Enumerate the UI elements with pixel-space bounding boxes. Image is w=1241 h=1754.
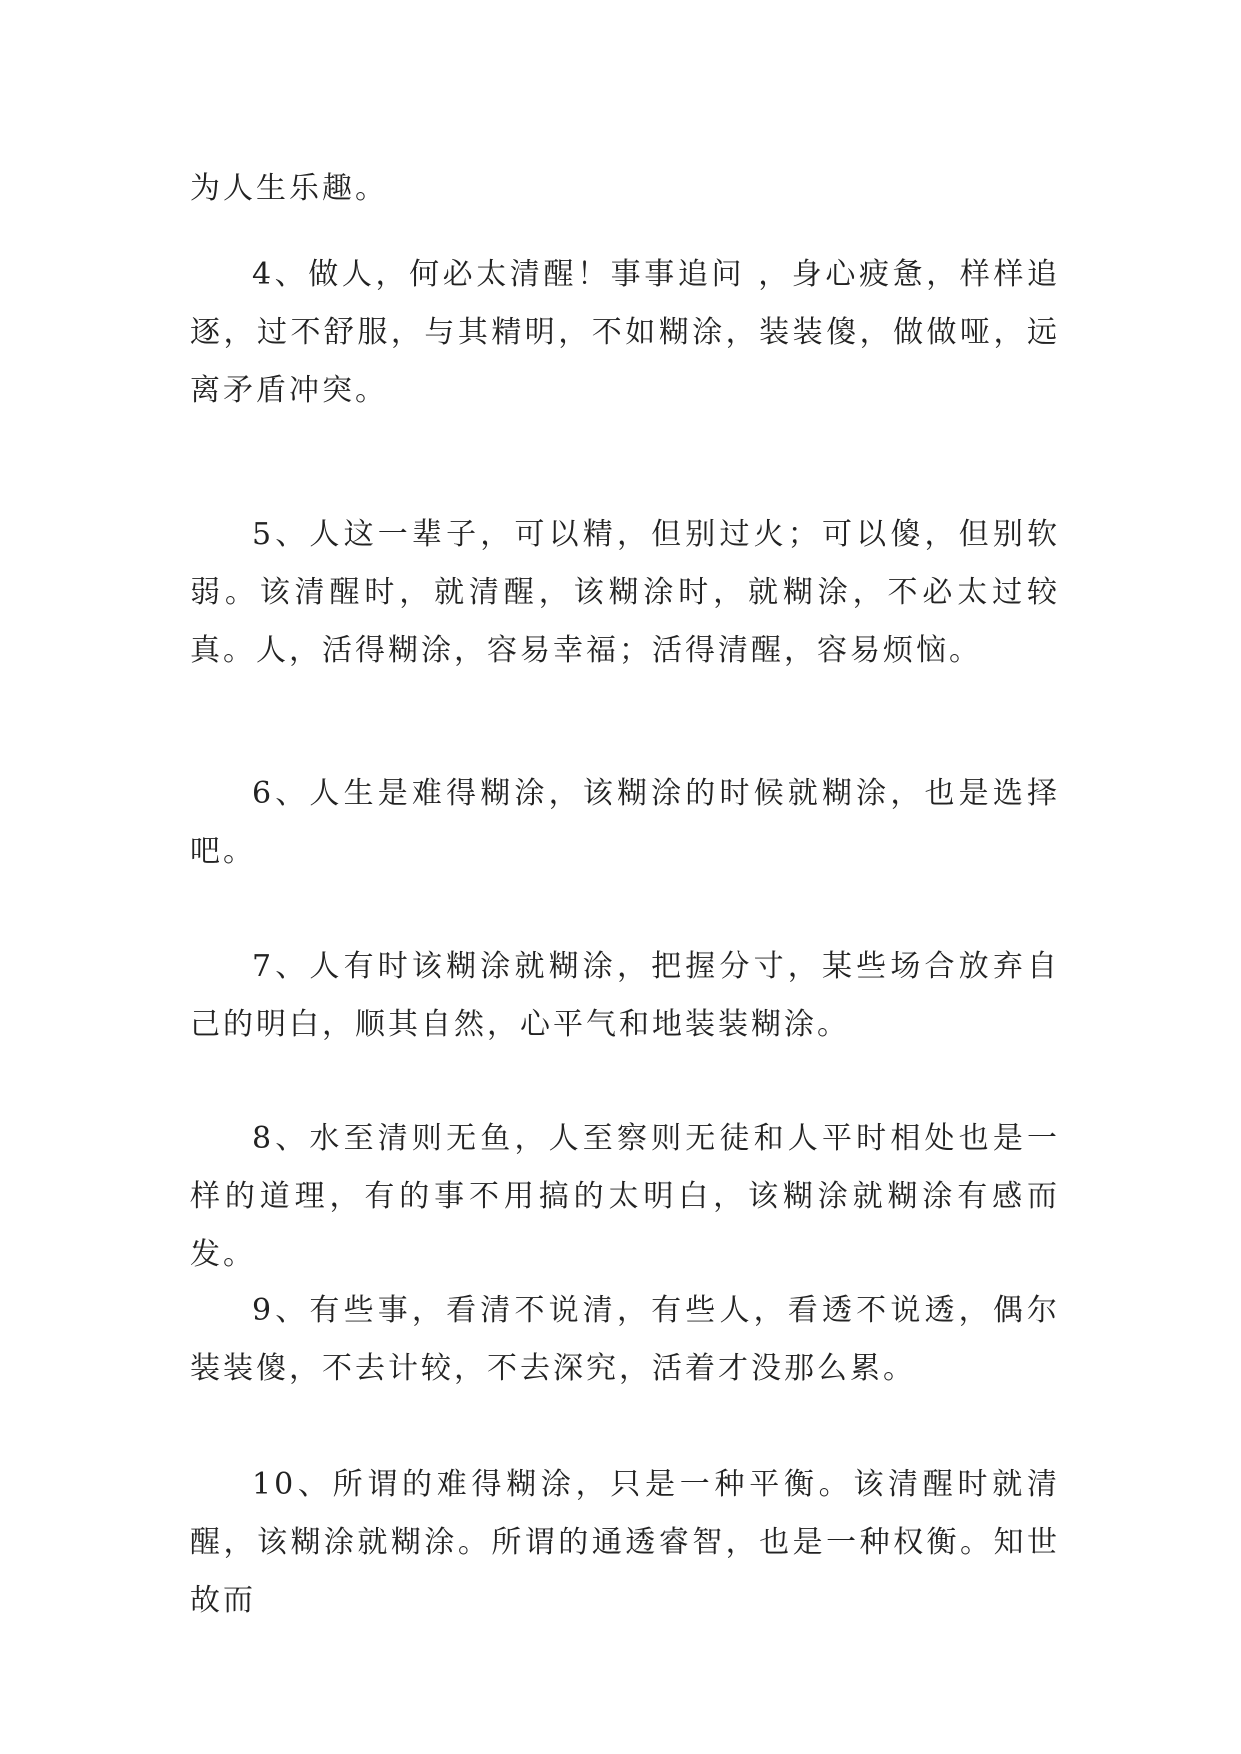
paragraph-5: 5、人这一辈子，可以精，但别过火；可以傻，但别软弱。该清醒时，就清醒，该糊涂时，就糊涂，不必太过较真。人，活得糊涂，容易幸福；活得清醒，容易烦恼。 — [190, 517, 1060, 668]
paragraph-continuation: 为人生乐趣。 — [190, 171, 388, 206]
paragraph-6: 6、人生是难得糊涂，该糊涂的时候就糊涂，也是选择吧。 — [190, 776, 1060, 869]
paragraph-8: 8、水至清则无鱼，人至察则无徒和人平时相处也是一样的道理，有的事不用搞的太明白，该糊涂就糊涂有感而发。 — [190, 1121, 1060, 1272]
paragraph-7: 7、人有时该糊涂就糊涂，把握分寸，某些场合放弃自己的明白，顺其自然，心平气和地装装糊涂。 — [190, 949, 1060, 1042]
paragraph-10: 10、所谓的难得糊涂，只是一种平衡。该清醒时就清醒，该糊涂就糊涂。所谓的通透睿智，也是一种权衡。知世故而 — [190, 1467, 1060, 1618]
paragraph-9: 9、有些事，看清不说清，有些人，看透不说透，偶尔装装傻，不去计较，不去深究，活着才没那么累。 — [190, 1293, 1060, 1386]
paragraph-4: 4、做人，何必太清醒！事事追问 ，身心疲惫，样样追逐，过不舒服，与其精明，不如糊涂，装装傻，做做哑，远离矛盾冲突。 — [190, 257, 1060, 408]
